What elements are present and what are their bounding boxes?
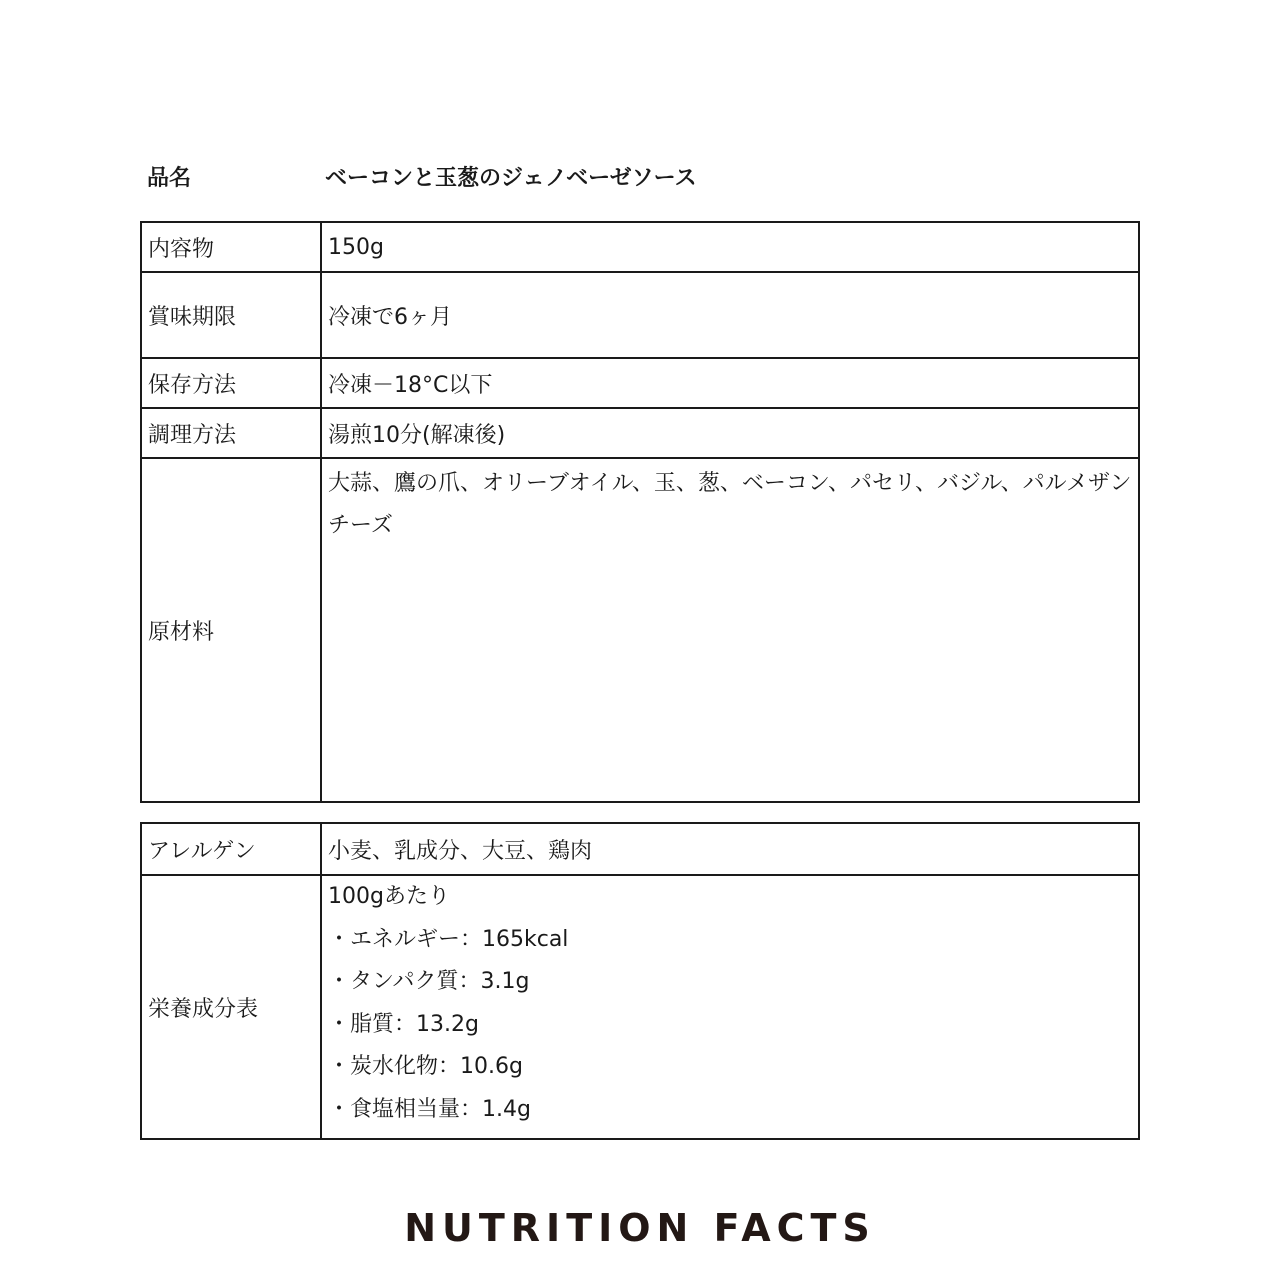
- product-name-label: 品名: [147, 166, 192, 191]
- nutrition-fat: ・脂質：13.2g: [328, 1011, 479, 1037]
- ingredients-label: 原材料: [141, 458, 321, 802]
- nutrition-energy: ・エネルギー：165kcal: [328, 926, 569, 952]
- allergen-nutrition-table: [140, 822, 1140, 1140]
- nutrition-salt: ・食塩相当量：1.4g: [328, 1096, 531, 1122]
- table-row-shelf-life: [141, 272, 1139, 358]
- ingredients-value: 大蒜、鷹の爪、オリーブオイル、玉、葱、ベーコン、パセリ、バジル、パルメザンチーズ: [321, 458, 1139, 802]
- spec-table: [140, 221, 1140, 803]
- cooking-label: 調理方法: [141, 408, 321, 458]
- shelf-life-value: 冷凍で6ヶ月: [321, 272, 1139, 358]
- nutrition-basis: 100gあたり: [328, 884, 450, 909]
- product-name-value: ベーコンと玉葱のジェノベーゼソース: [325, 166, 697, 191]
- nutrition-carbohydrate: ・炭水化物：10.6g: [328, 1054, 523, 1079]
- nutrition-protein: ・タンパク質：3.1g: [328, 969, 530, 994]
- allergen-label: アレルゲン: [141, 823, 321, 875]
- table-row-nutrition: [141, 875, 1139, 1139]
- table-row-cooking: [141, 408, 1139, 458]
- storage-label: 保存方法: [141, 358, 321, 408]
- nutrition-values: [321, 875, 1139, 1139]
- allergen-value: 小麦、乳成分、大豆、鶏肉: [321, 823, 1139, 875]
- contents-value: 150g: [321, 222, 1139, 272]
- table-row-contents: [141, 222, 1139, 272]
- footer-title: NUTRITION FACTS: [404, 1206, 876, 1250]
- nutrition-label: 栄養成分表: [141, 875, 321, 1139]
- product-name-row: [147, 162, 1147, 196]
- shelf-life-label: 賞味期限: [141, 272, 321, 358]
- storage-value: 冷凍－18°C以下: [321, 358, 1139, 408]
- cooking-value: 湯煎10分(解凍後): [321, 408, 1139, 458]
- table-row-storage: [141, 358, 1139, 408]
- table-row-allergen: [141, 823, 1139, 875]
- table-row-ingredients: [141, 458, 1139, 802]
- contents-label: 内容物: [141, 222, 321, 272]
